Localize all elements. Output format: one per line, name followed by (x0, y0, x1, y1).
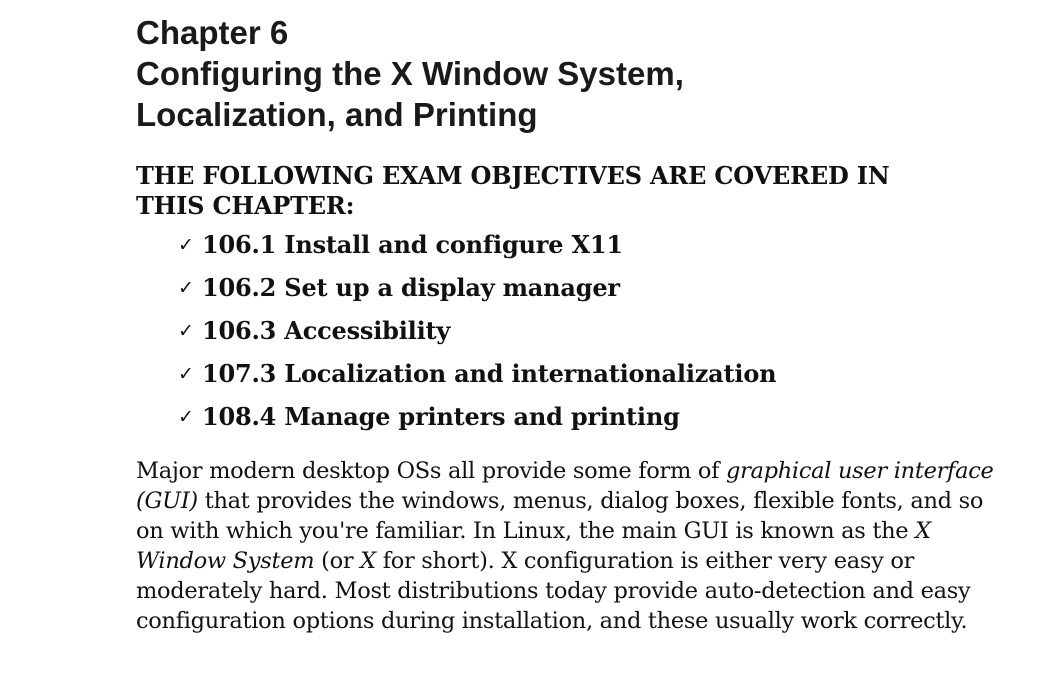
objective-text: 106.3 Accessibility (202, 316, 451, 345)
body-italic-term: X Window System (136, 518, 931, 574)
body-italic-term: X (360, 548, 376, 574)
chapter-title-line-2: Localization, and Printing (136, 96, 538, 133)
objectives-heading-line-2: THIS CHAPTER: (136, 191, 355, 220)
body-paragraph (136, 456, 1016, 636)
objective-text: 108.4 Manage printers and printing (202, 402, 680, 431)
checkmark-icon: ✓ (178, 320, 194, 342)
body-text-segment: (or (314, 548, 361, 574)
objective-item (178, 231, 1016, 259)
body-text-segment: for short). X configuration is either very easy or moderately hard. Most distributions today provide auto-detection and easy configuration options during installation, and these usually work correctly. (136, 548, 971, 634)
objective-item (178, 274, 1016, 302)
body-italic-term: graphical user interface (GUI) (136, 458, 994, 514)
objectives-heading (136, 161, 1016, 221)
objective-item (178, 317, 1016, 345)
chapter-title-line-1: Configuring the X Window System, (136, 55, 684, 92)
objectives-heading-line-1: THE FOLLOWING EXAM OBJECTIVES ARE COVERED IN (136, 161, 890, 190)
objective-item (178, 403, 1016, 431)
chapter-number: Chapter 6 (136, 14, 289, 51)
objective-text: 107.3 Localization and internationalization (202, 359, 777, 388)
checkmark-icon: ✓ (178, 234, 194, 256)
document-page (136, 12, 1016, 636)
body-text-segment: that provides the windows, menus, dialog boxes, flexible fonts, and so on with which you're familiar. In Linux, the main GUI is known as the (136, 488, 984, 544)
objective-text: 106.1 Install and configure X11 (202, 230, 623, 259)
body-text-segment: Major modern desktop OSs all provide some form of (136, 458, 726, 484)
objectives-list (178, 231, 1016, 431)
objective-text: 106.2 Set up a display manager (202, 273, 620, 302)
checkmark-icon: ✓ (178, 277, 194, 299)
checkmark-icon: ✓ (178, 406, 194, 428)
checkmark-icon: ✓ (178, 363, 194, 385)
objective-item (178, 360, 1016, 388)
